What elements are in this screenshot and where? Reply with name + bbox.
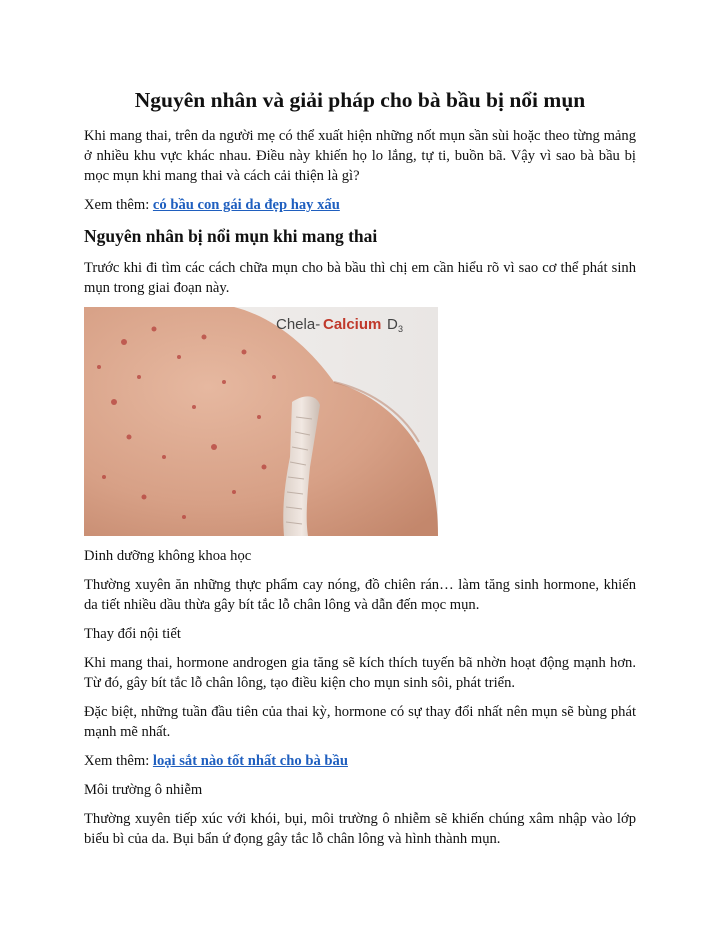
see-more-2 <box>84 751 636 771</box>
see-more-link-2[interactable]: loại sắt nào tốt nhất cho bà bầu <box>152 753 348 769</box>
cause-2-text-2: Đặc biệt, những tuần đầu tiên của thai kỳ, hormone có sự thay đổi nhất nên mụn sẽ bùng phát mạnh mẽ nhất. <box>84 704 636 740</box>
article-image <box>84 307 438 536</box>
section-intro: Trước khi đi tìm các cách chữa mụn cho bà bầu thì chị em cần hiểu rõ vì sao cơ thể phát sinh mụn trong giai đoạn này. <box>84 260 636 296</box>
cause-2-heading: Thay đổi nội tiết <box>84 626 181 642</box>
see-more-1 <box>84 195 636 215</box>
article-title: Nguyên nhân và giải pháp cho bà bầu bị nổi mụn <box>134 88 586 112</box>
brand-prefix: Chela- <box>276 316 321 333</box>
cause-3-text: Thường xuyên tiếp xúc với khói, bụi, môi trường ô nhiễm sẽ khiến chúng xâm nhập vào lớp biểu bì của da. Bụi bẩn ứ đọng gây tắc lỗ chân lông và hình thành mụn. <box>84 811 636 847</box>
intro-paragraph: Khi mang thai, trên da người mẹ có thể xuất hiện những nốt mụn sần sùi hoặc theo từng mảng ở nhiều khu vực khác nhau. Điều này khiến họ lo lắng, tự ti, buồn bã. Vậy vì sao bà bầu bị mọc mụn khi mang thai và cách cải thiện là gì? <box>84 128 636 184</box>
cause-3-heading: Môi trường ô nhiễm <box>84 782 203 798</box>
see-more-label: Xem thêm: <box>84 197 153 213</box>
cause-1-heading: Dinh dưỡng không khoa học <box>84 548 252 564</box>
article <box>84 86 636 858</box>
cause-1-text: Thường xuyên ăn những thực phẩm cay nóng, đồ chiên rán… làm tăng sinh hormone, khiến da tiết nhiều dầu thừa gây bít tắc lỗ chân lông và dẫn đến mọc mụn. <box>84 577 636 613</box>
brand-subscript: 3 <box>398 324 404 334</box>
section-heading: Nguyên nhân bị nổi mụn khi mang thai <box>84 226 378 246</box>
see-more-label: Xem thêm: <box>84 753 153 769</box>
back-skin-photo <box>84 307 438 536</box>
cause-2-text: Khi mang thai, hormone androgen gia tăng sẽ kích thích tuyến bã nhờn hoạt động mạnh hơn. Từ đó, gây bít tắc lỗ chân lông, tạo điều kiện cho mụn sinh sôi, phát triển. <box>84 655 636 691</box>
brand-name: Calcium <box>323 316 382 333</box>
brand-suffix: D <box>387 316 398 333</box>
see-more-link-1[interactable]: có bầu con gái da đẹp hay xấu <box>152 197 340 213</box>
